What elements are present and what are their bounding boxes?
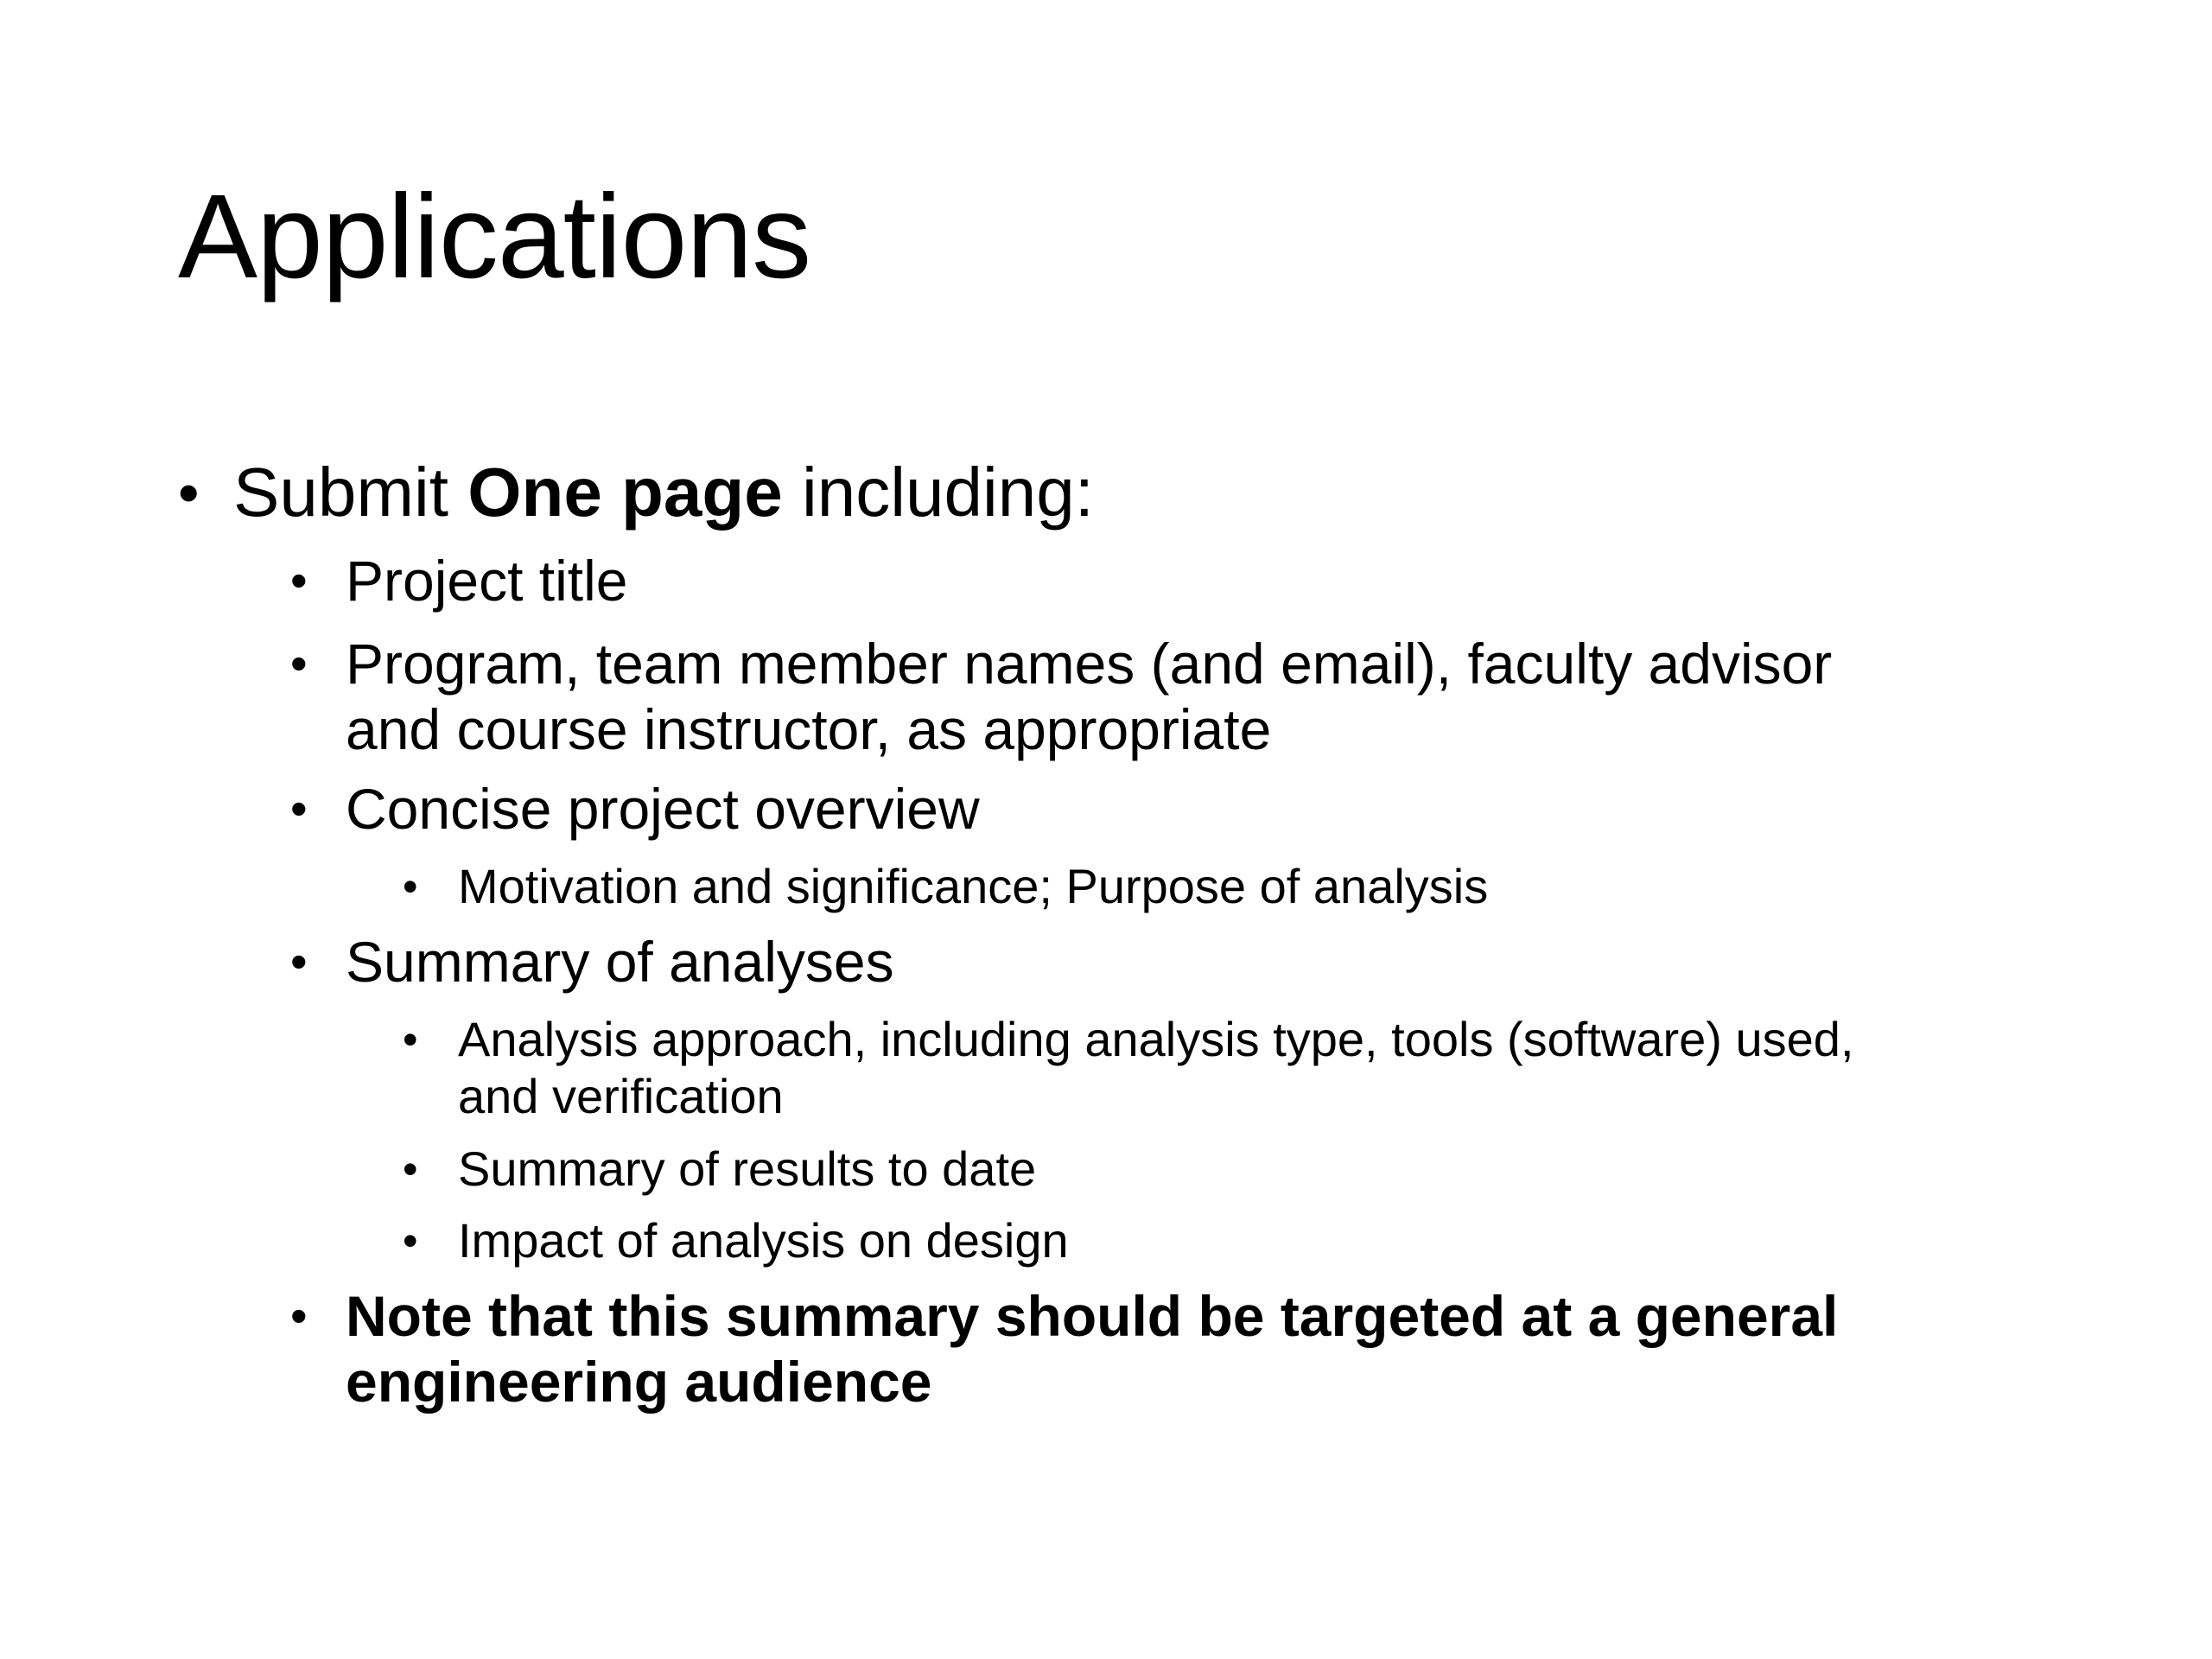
- text-part-bold: One page: [467, 454, 783, 531]
- bullet-text-line-2: and verification: [458, 1069, 784, 1123]
- bullet-dot: •: [403, 1145, 418, 1193]
- slide-title: Applications: [178, 170, 811, 303]
- bullet-dot: •: [290, 1288, 308, 1343]
- bullet-dot: •: [290, 781, 308, 836]
- bullet-dot: •: [403, 1217, 418, 1265]
- bullet-dot: •: [290, 553, 308, 607]
- bullet-text-line-1: Program, team member names (and email), faculty advisor: [346, 632, 1833, 696]
- bullet-dot: •: [178, 459, 200, 526]
- bullet-text: Impact of analysis on design: [458, 1213, 1069, 1268]
- bullet-dot: •: [290, 636, 308, 690]
- bullet-text: [233, 454, 1094, 531]
- bullet-dot: •: [290, 934, 308, 988]
- bullet-text-line-2: engineering audience: [346, 1350, 932, 1414]
- bullet-text-line-1: Analysis approach, including analysis type, tools (software) used,: [458, 1012, 1854, 1066]
- bullet-text-line-1: Note that this summary should be targeted at a general: [346, 1284, 1839, 1348]
- bullet-text: Summary of analyses: [346, 930, 894, 994]
- bullet-dot: •: [403, 862, 418, 911]
- bullet-dot: •: [403, 1015, 418, 1064]
- text-part: including:: [782, 454, 1094, 531]
- text-part: Submit: [233, 454, 468, 531]
- bullet-text: Concise project overview: [346, 777, 980, 841]
- bullet-text-line-2: and course instructor, as appropriate: [346, 697, 1272, 761]
- bullet-text: Summary of results to date: [458, 1141, 1037, 1196]
- bullet-text: Project title: [346, 549, 628, 613]
- bullet-text: Motivation and significance; Purpose of analysis: [458, 859, 1489, 913]
